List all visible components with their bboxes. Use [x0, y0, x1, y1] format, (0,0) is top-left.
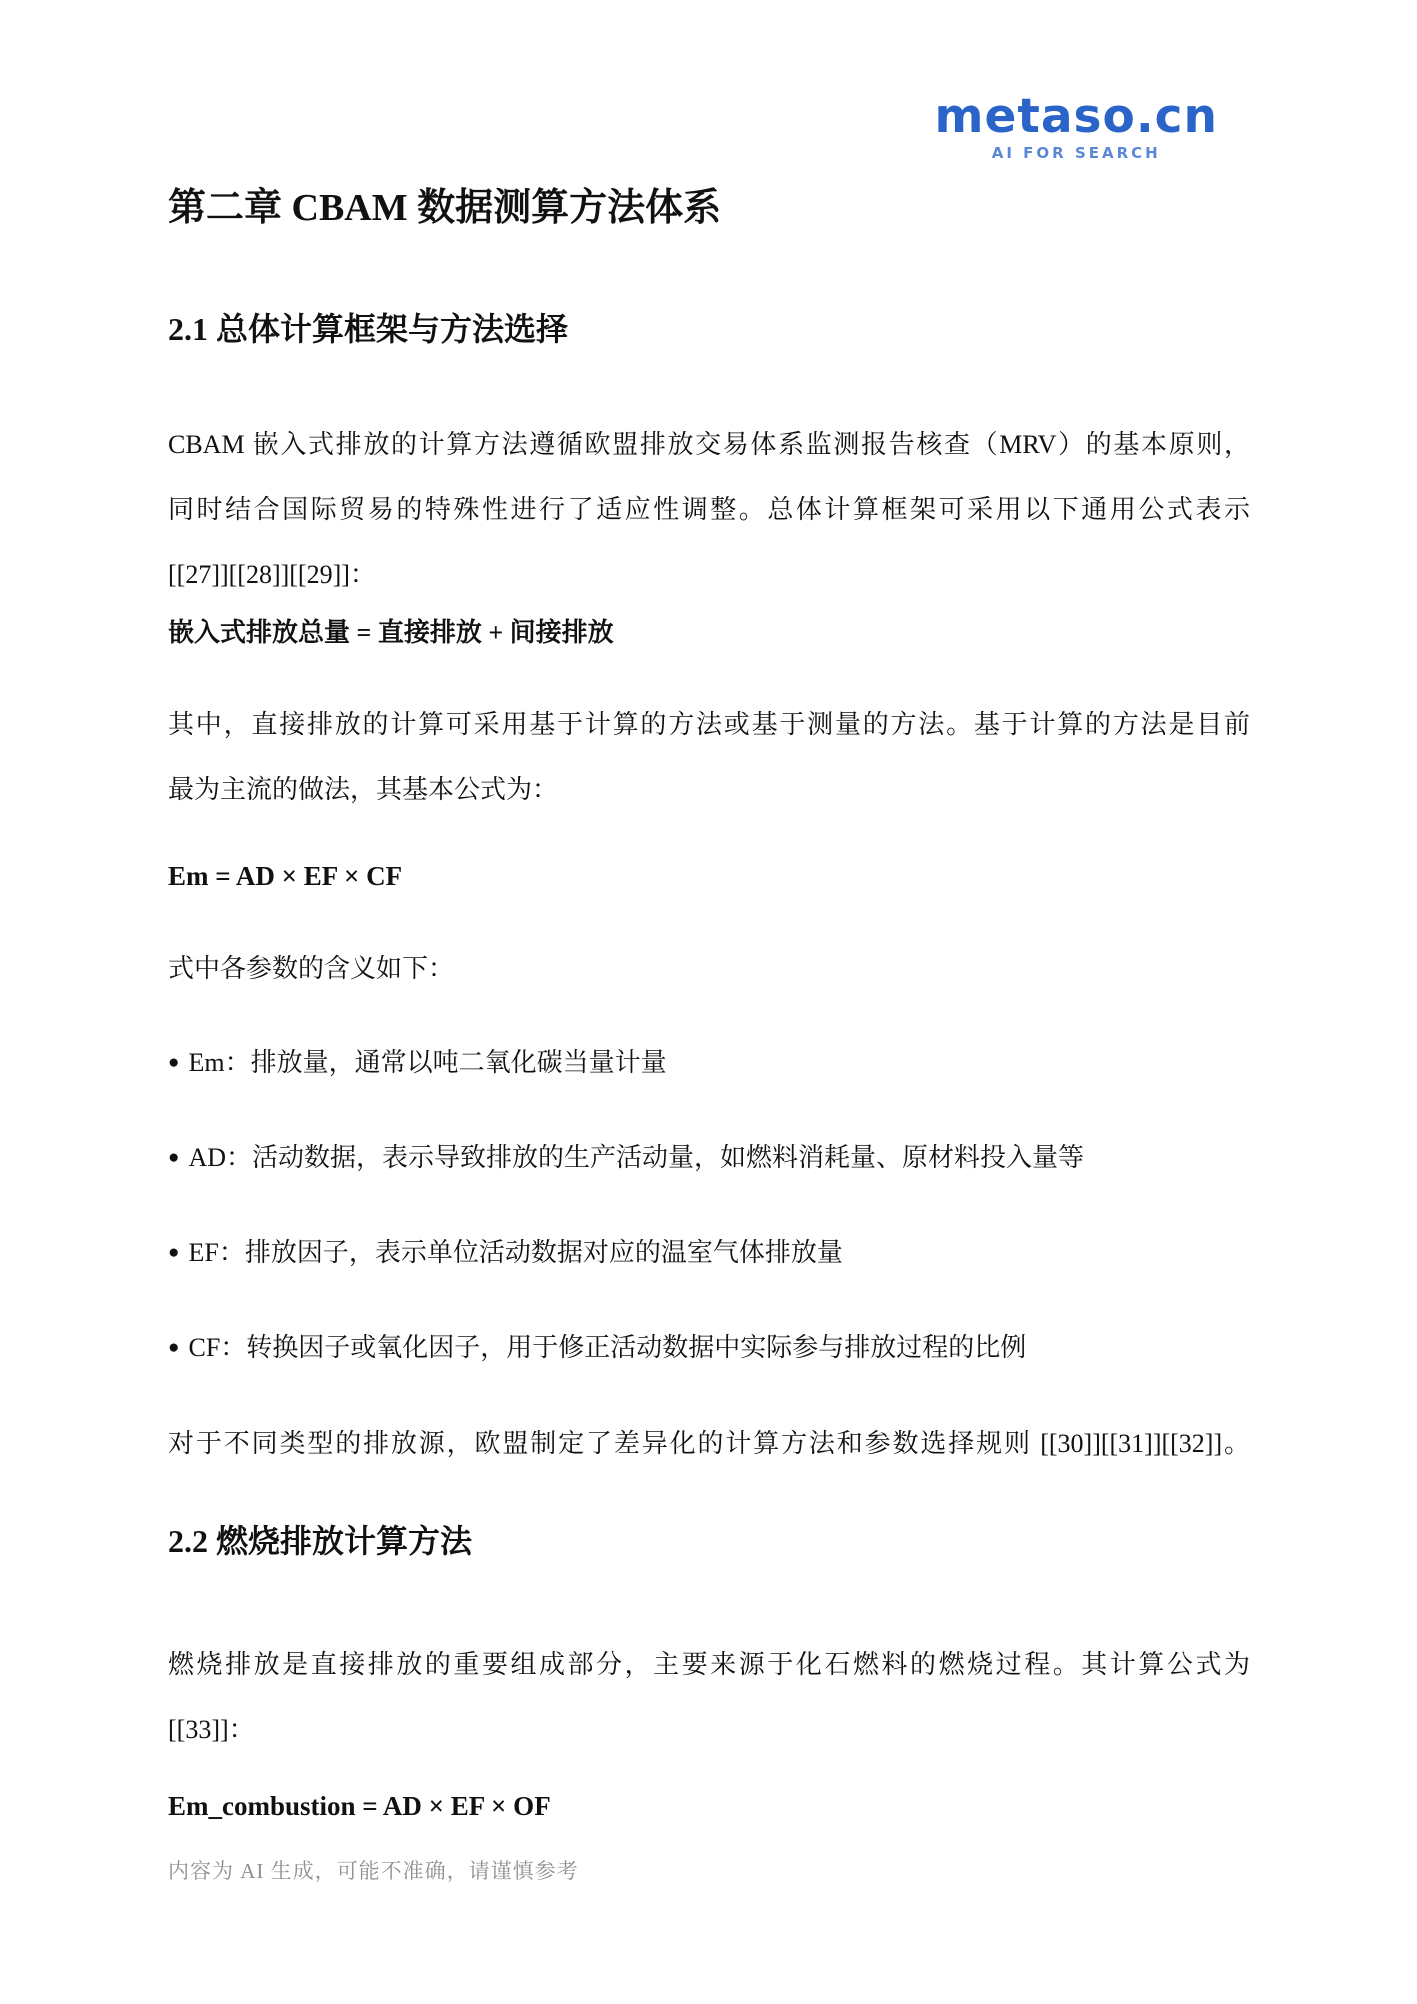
params-intro-text: 式中各参数的含义如下：: [168, 954, 455, 983]
paragraph-line: 燃烧排放是直接排放的重要组成部分，主要来源于化石燃料的燃烧过程。其计算公式为: [168, 1650, 1250, 1679]
paragraph-direct-emission-methods: [168, 692, 1250, 822]
bullet-item-ef: [168, 1237, 1250, 1270]
paragraph-closing-2-1: 对于不同类型的排放源，欧盟制定了差异化的计算方法和参数选择规则 [[30]][[31]][[32]]。: [168, 1429, 1250, 1458]
ai-disclaimer: 内容为 AI 生成，可能不准确，请谨慎参考: [168, 1859, 579, 1883]
bullet-text: EF：排放因子，表示单位活动数据对应的温室气体排放量: [188, 1238, 843, 1267]
formula-combustion: Em_combustion = AD × EF × OF: [168, 1791, 551, 1821]
metaso-logo-text: metaso.cn: [934, 89, 1218, 144]
paragraph-line: 最为主流的做法，其基本公式为：: [168, 775, 559, 804]
bullet-item-ad: [168, 1142, 1250, 1175]
paragraph-line: [[27]][[28]][[29]]：: [168, 560, 376, 589]
paragraph-line: 其中，直接排放的计算可采用基于计算的方法或基于测量的方法。基于计算的方法是目前: [168, 710, 1250, 739]
bullet-text: Em：排放量，通常以吨二氧化碳当量计量: [188, 1048, 667, 1077]
bullet-text: AD：活动数据，表示导致排放的生产活动量，如燃料消耗量、原材料投入量等: [188, 1143, 1085, 1172]
paragraph-line: 同时结合国际贸易的特殊性进行了适应性调整。总体计算框架可采用以下通用公式表示: [168, 495, 1250, 524]
metaso-logo-tagline: AI FOR SEARCH: [991, 144, 1161, 162]
bullet-icon: ●: [168, 1052, 180, 1073]
paragraph-combustion-intro: [168, 1632, 1250, 1762]
section-heading-2-1: 2.1 总体计算框架与方法选择: [168, 311, 569, 347]
formula-total-emissions: 嵌入式排放总量 = 直接排放 + 间接排放: [168, 618, 614, 647]
paragraph-framework-intro: [168, 412, 1250, 607]
bullet-item-cf: [168, 1332, 1250, 1365]
chapter-title: 第二章 CBAM 数据测算方法体系: [168, 187, 722, 229]
bullet-icon: ●: [168, 1147, 180, 1168]
formula-em: Em = AD × EF × CF: [168, 861, 403, 891]
paragraph-line: [[33]]：: [168, 1715, 255, 1744]
bullet-icon: ●: [168, 1242, 180, 1263]
section-heading-2-2: 2.2 燃烧排放计算方法: [168, 1523, 473, 1559]
bullet-item-em: [168, 1047, 1250, 1080]
bullet-text: CF：转换因子或氧化因子，用于修正活动数据中实际参与排放过程的比例: [188, 1333, 1027, 1362]
metaso-logo: [934, 89, 1218, 162]
bullet-icon: ●: [168, 1337, 180, 1358]
paragraph-line: CBAM 嵌入式排放的计算方法遵循欧盟排放交易体系监测报告核查（MRV）的基本原则，: [168, 430, 1250, 459]
